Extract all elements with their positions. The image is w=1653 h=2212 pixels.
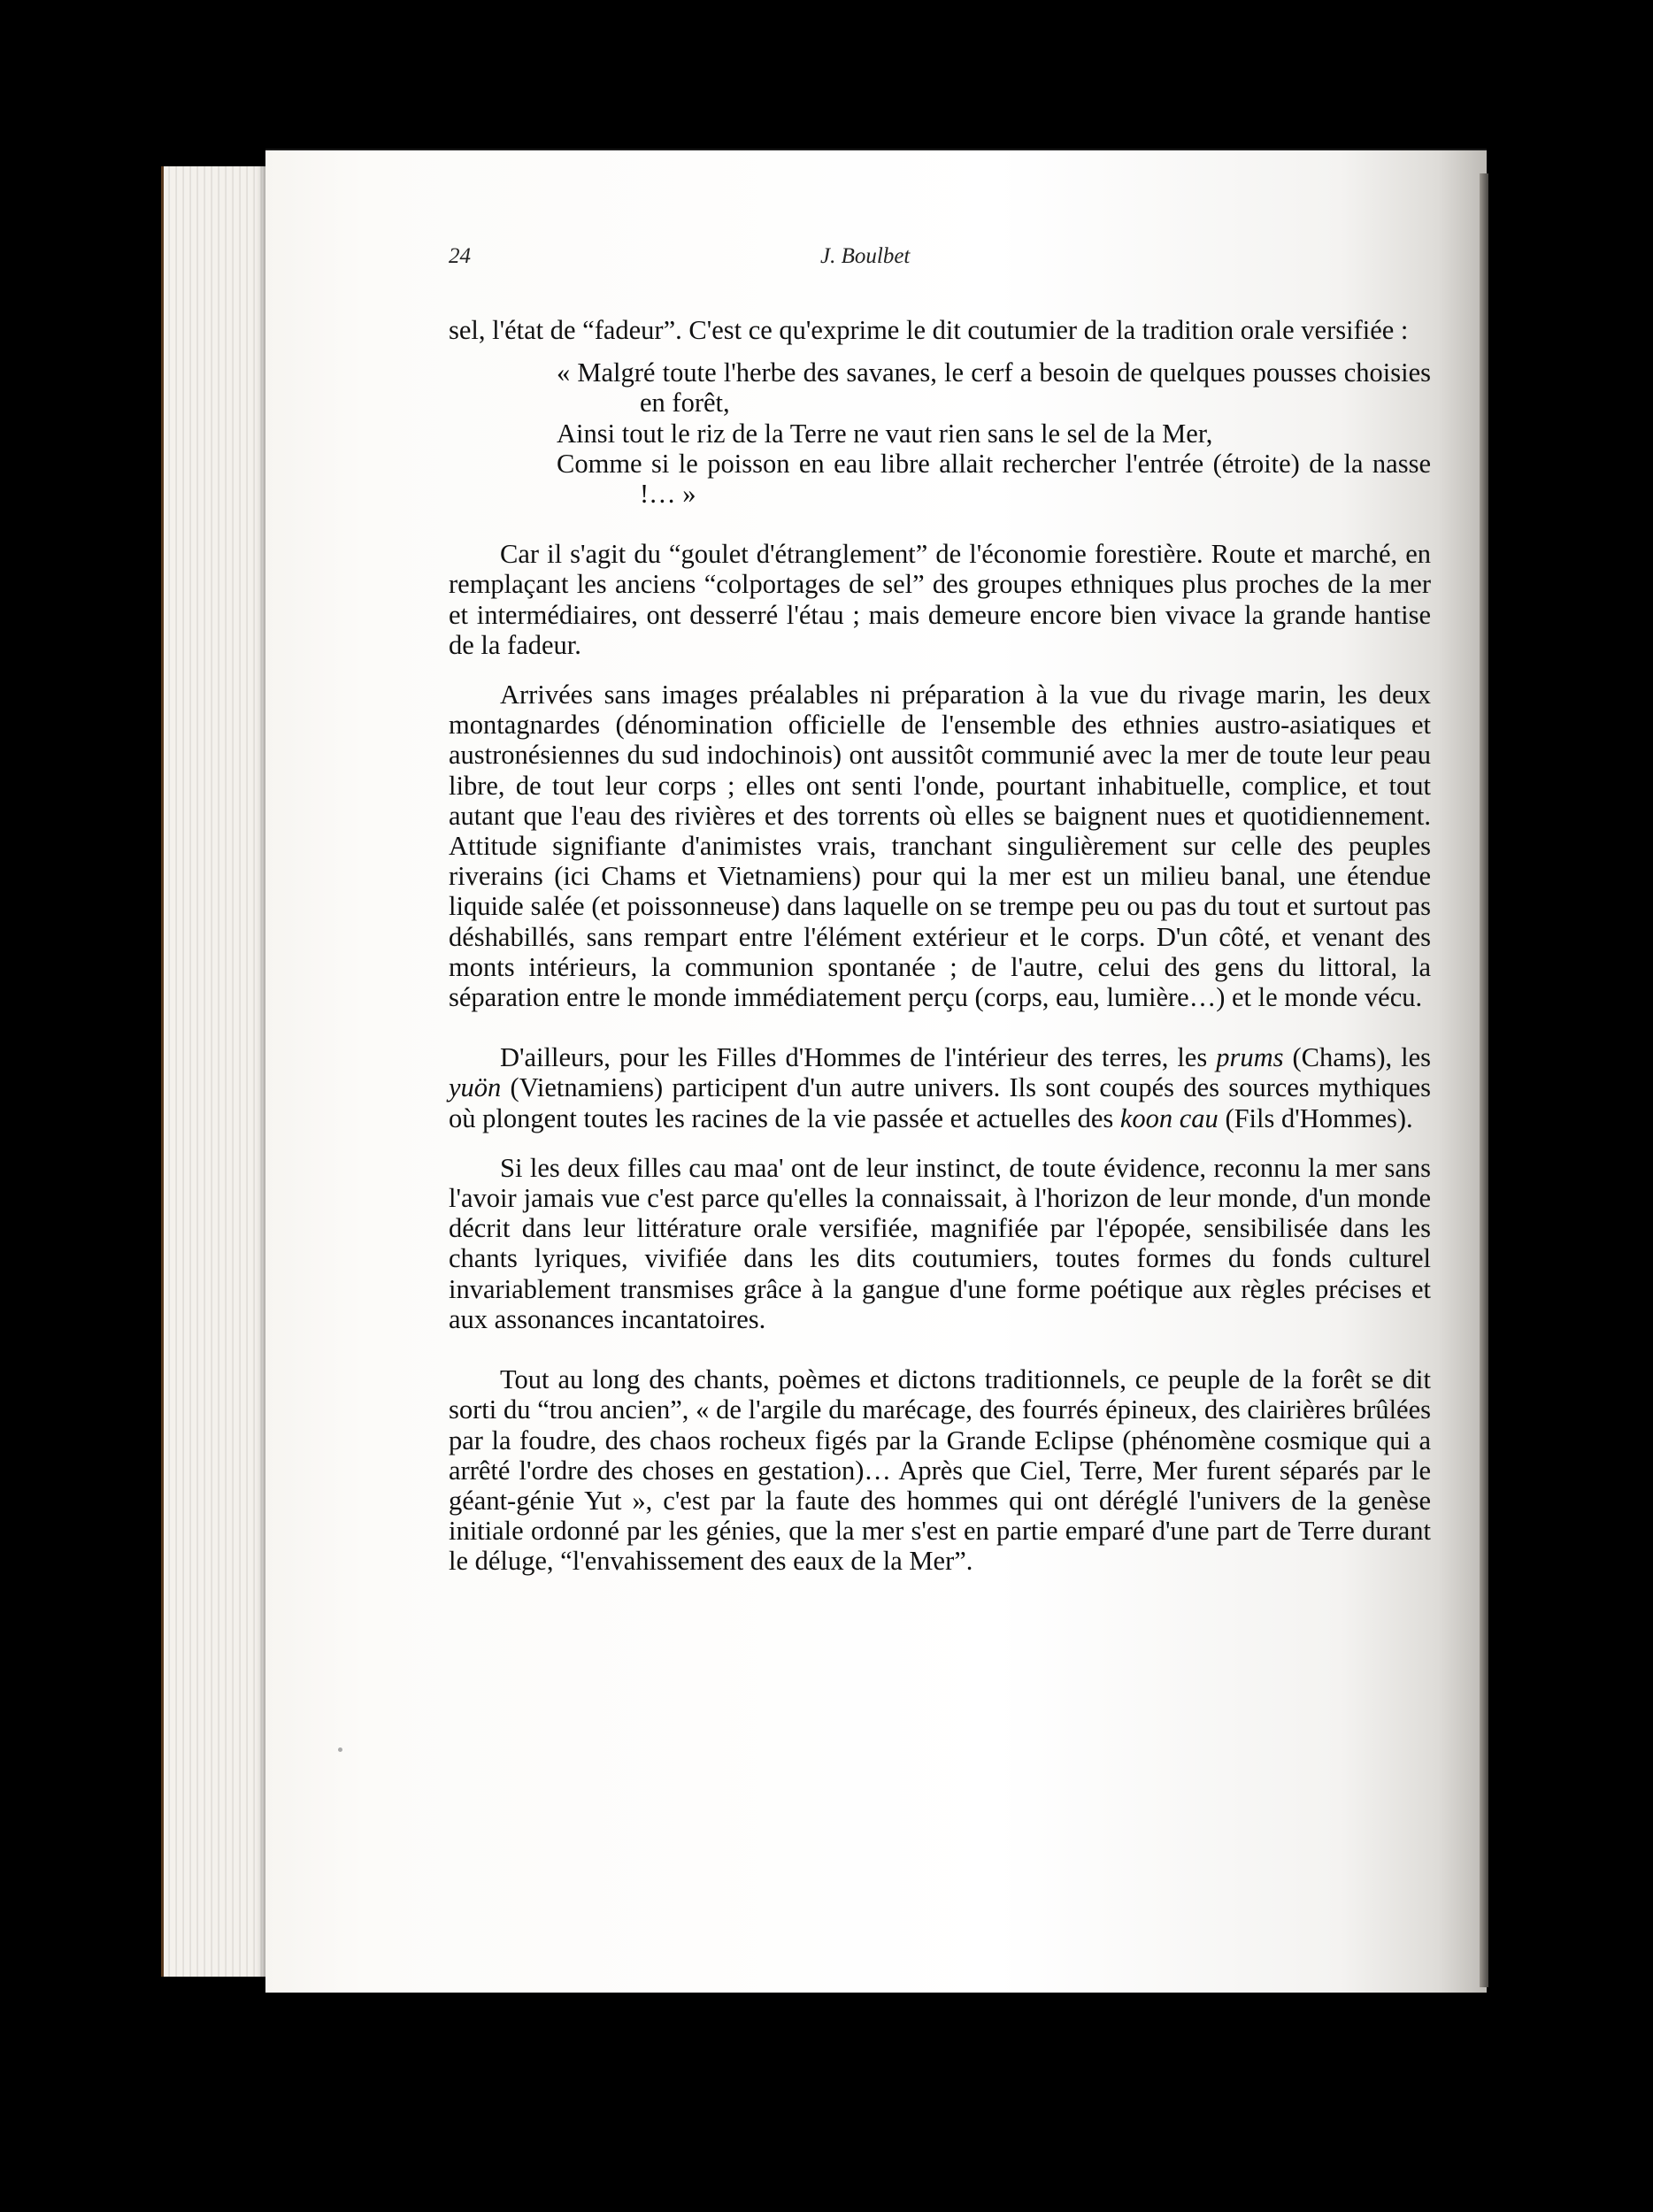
paragraph-5: Si les deux filles cau maa' ont de leur instinct, de toute évidence, reconnu la mer sans l'avoir jamais vue c'est parce qu'elles la connaissait, à l'horizon de leur monde, d'un monde décrit dans leur littérature orale versifiée, magnifiée par l'épopée, sensibilisée dans les chants lyriques, vivifiée dans les dits coutumiers, toutes formes du fonds culturel invariablement transmises grâce à la gangue d'une forme poétique aux règles précises et aux assonances incantatoires.	[449, 1152, 1431, 1334]
term-koon-cau: koon cau	[1119, 1102, 1219, 1133]
term-yuon: yuön	[449, 1072, 502, 1103]
term-prums: prums	[1216, 1042, 1284, 1073]
body-text	[449, 315, 1431, 1577]
verse-line: « Malgré toute l'herbe des savanes, le cerf a besoin de quelques pousses choisies en forêt,	[557, 357, 1431, 419]
paragraph-4-text: (Fils d'Hommes).	[1218, 1102, 1413, 1133]
paragraph-2: Car il s'agit du “goulet d'étranglement” de l'économie forestière. Route et marché, en remplaçant les anciens “colportages de sel” des groupes ethniques plus proches de la mer et intermédiaires, ont desserré l'étau ; mais demeure encore bien vivace la grande hantise de la fadeur.	[449, 539, 1431, 660]
paragraph-6: Tout au long des chants, poèmes et dictons traditionnels, ce peuple de la forêt se dit sorti du “trou ancien”, « de l'argile du marécage, des fourrés épineux, des clairières brûlées par la foudre, des chaos rocheux figés par la Grande Eclipse (phénomène cosmique qui a arrêté l'ordre des choses en gestation)… Après que Ciel, Terre, Mer furent séparés par le géant-génie Yut », c'est par la faute des hommes qui ont déréglé l'univers de la genèse initiale ordonné par les génies, que la mer s'est en partie emparé d'une part de Terre durant le déluge, “l'envahissement des eaux de la Mer”.	[449, 1364, 1431, 1577]
verse-line: Comme si le poisson en eau libre allait rechercher l'entrée (étroite) de la nasse !… »	[557, 448, 1431, 510]
running-header	[449, 244, 1431, 280]
scan-speck	[338, 1747, 342, 1752]
verse-quotation	[449, 357, 1431, 509]
paragraph-4-text: (Chams), les	[1283, 1042, 1432, 1073]
paragraph-4-text: (Vietnamiens) participent d'un autre univers. Ils sont coupés des sources mythiques où plongent toutes les racines de la vie passée et actuelles des	[449, 1072, 1431, 1133]
page-gutter-shadow	[1480, 173, 1488, 1987]
paragraph-1: sel, l'état de “fadeur”. C'est ce qu'exprime le dit coutumier de la tradition orale versifiée :	[449, 315, 1409, 345]
paragraph-4-text: D'ailleurs, pour les Filles d'Hommes de l'intérieur des terres, les	[500, 1042, 1217, 1073]
paragraph-4	[449, 1042, 1431, 1133]
page-number: 24	[449, 244, 471, 268]
paragraph-3: Arrivées sans images préalables ni préparation à la vue du rivage marin, les deux montagnardes (dénomination officielle de l'ensemble des ethnies austro-asiatiques et austronésiennes du sud indochinois) ont aussitôt communié avec la mer de toute leur peau libre, de tout leur corps ; elles ont senti l'onde, pourtant inhabituelle, complice, et tout autant que l'eau des rivières et des torrents où elles se baignent nues et quotidiennement. Attitude signifiante d'animistes vrais, tranchant singulièrement sur celle des peuples riverains (ici Chams et Vietnamiens) pour qui la mer est un milieu banal, une étendue liquide salée (et poissonneuse) dans laquelle on se trempe peu ou pas du tout et surtout pas déshabillés, sans rempart entre l'élément extérieur et le corps. D'un côté, et venant des monts intérieurs, la communion spontanée ; de l'autre, celui des gens du littoral, la séparation entre le monde immédiatement perçu (corps, eau, lumière…) et le monde vécu.	[449, 680, 1431, 1013]
verse-line: Ainsi tout le riz de la Terre ne vaut rien sans le sel de la Mer,	[557, 418, 1213, 449]
running-author: J. Boulbet	[820, 244, 911, 268]
